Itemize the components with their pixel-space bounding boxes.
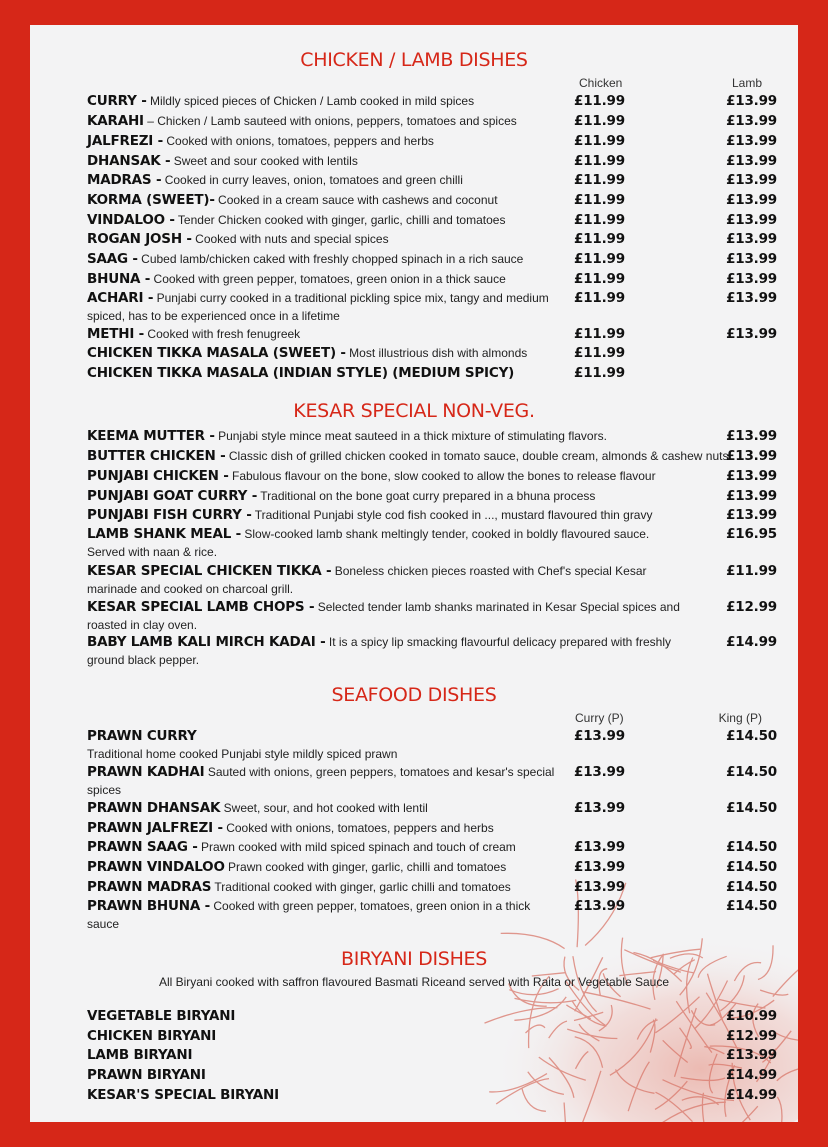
- item-name: PRAWN DHANSAK: [87, 800, 221, 816]
- price-col2: £14.50: [726, 898, 777, 914]
- item-name: VEGETABLE BIRYANI: [87, 1008, 236, 1024]
- menu-item-text: [87, 447, 729, 465]
- item-description: Cooked with green pepper, tomatoes, green onion in a thick sauce: [150, 272, 506, 286]
- price-col1: £11.99: [574, 271, 625, 287]
- item-name: PRAWN MADRAS: [87, 879, 212, 895]
- item-name: PUNJABI FISH CURRY -: [87, 507, 252, 523]
- item-name: PRAWN BHUNA -: [87, 898, 211, 914]
- menu-item-text: [87, 289, 557, 325]
- price-col1: £11.99: [574, 172, 625, 188]
- menu-item-text: [87, 1046, 704, 1064]
- item-description: Cubed lamb/chicken caked with freshly chopped spinach in a rich sauce: [137, 252, 524, 266]
- price-col2: £13.99: [726, 251, 777, 267]
- menu-item-row: [87, 858, 777, 876]
- item-description: Cooked with onions, tomatoes, peppers and herbs: [163, 134, 434, 148]
- menu-item-row: [87, 427, 777, 445]
- menu-item-row: [87, 112, 777, 130]
- price-col2: £14.50: [726, 728, 777, 744]
- menu-item-row: [87, 344, 777, 362]
- item-name: BUTTER CHICKEN -: [87, 448, 226, 464]
- price-col1: £13.99: [574, 800, 625, 816]
- item-description: Cooked in a cream sauce with cashews and coconut: [214, 193, 498, 207]
- menu-item-row: [87, 487, 777, 505]
- price-col1: £11.99: [574, 212, 625, 228]
- price-col1: £11.99: [574, 345, 625, 361]
- price: £13.99: [726, 1047, 777, 1064]
- price-col2: £13.99: [726, 326, 777, 342]
- item-description: Tender Chicken cooked with ginger, garlic, chilli and tomatoes: [174, 213, 506, 227]
- menu-item-row: [87, 506, 777, 524]
- price: £14.99: [726, 634, 777, 650]
- menu-item-text: [87, 897, 557, 933]
- item-description: Traditional cooked with ginger, garlic chilli and tomatoes: [211, 880, 511, 894]
- price-col2: £14.50: [726, 839, 777, 855]
- menu-item-row: [87, 799, 777, 817]
- price-col1: £11.99: [574, 153, 625, 169]
- price-col1: £13.99: [574, 859, 625, 875]
- item-description: Sauted with onions, green peppers, tomatoes and kesar's special spices: [87, 765, 555, 797]
- price: £13.99: [726, 488, 777, 504]
- price-col2: £14.50: [726, 800, 777, 816]
- item-description: It is a spicy lip smacking flavourful delicacy prepared with freshly ground black pepper.: [87, 635, 672, 667]
- menu-item-row: [87, 1086, 777, 1104]
- menu-item-row: [87, 211, 777, 229]
- menu-item-row: [87, 152, 777, 170]
- section-title-kesar-special: KESAR SPECIAL NON-VEG.: [293, 400, 535, 422]
- item-name: ROGAN JOSH -: [87, 231, 192, 247]
- item-name: BABY LAMB KALI MIRCH KADAI -: [87, 634, 326, 650]
- item-description: Punjabi style mince meat sauteed in a thick mixture of stimulating flavors.: [214, 429, 607, 443]
- item-name: MADRAS -: [87, 172, 162, 188]
- item-name: LAMB SHANK MEAL -: [87, 526, 242, 542]
- item-name: KESAR SPECIAL LAMB CHOPS -: [87, 599, 315, 615]
- item-name: BHUNA -: [87, 271, 151, 287]
- menu-item-row: [87, 289, 777, 325]
- price-col1: £11.99: [574, 290, 625, 306]
- item-name: VINDALOO -: [87, 212, 175, 228]
- menu-item-text: [87, 763, 557, 799]
- item-description: Punjabi curry cooked in a traditional pickling spice mix, tangy and medium spiced, has to be experienced once in a lifetime: [87, 291, 549, 323]
- menu-item-row: [87, 1007, 777, 1025]
- item-name: DHANSAK -: [87, 153, 171, 169]
- menu-page: [30, 25, 798, 1122]
- price-col1: £11.99: [574, 326, 625, 342]
- item-name: JALFREZI -: [87, 133, 164, 149]
- menu-item-row: [87, 171, 777, 189]
- item-name: KEEMA MUTTER -: [87, 428, 215, 444]
- item-description: Slow-cooked lamb shank meltingly tender, cooked in boldly flavoured sauce. Served with naan & rice.: [87, 527, 650, 559]
- menu-item-row: [87, 562, 777, 598]
- price-col2: £14.50: [726, 764, 777, 780]
- price: £16.95: [726, 526, 777, 542]
- item-name: KORMA (SWEET)-: [87, 192, 215, 208]
- item-name: CHICKEN BIRYANI: [87, 1027, 217, 1044]
- item-description: Selected tender lamb shanks marinated in Kesar Special spices and roasted in clay oven.: [87, 600, 680, 632]
- price-col2: £14.50: [726, 859, 777, 875]
- item-name: CURRY -: [87, 93, 147, 109]
- item-name: SAAG -: [87, 251, 138, 267]
- item-description: Cooked in curry leaves, onion, tomatoes and green chilli: [161, 173, 463, 187]
- menu-item-row: [87, 897, 777, 933]
- price-col1: £11.99: [574, 93, 625, 109]
- price-col1: £11.99: [574, 133, 625, 149]
- menu-item-row: [87, 132, 777, 150]
- menu-item-row: [87, 270, 777, 288]
- item-description: Sweet, sour, and hot cooked with lentil: [220, 801, 428, 815]
- menu-item-row: [87, 250, 777, 268]
- menu-item-text: [87, 819, 704, 837]
- price: £13.99: [726, 428, 777, 444]
- item-description: Classic dish of grilled chicken cooked in tomato sauce, double cream, almonds & cashew nuts: [225, 449, 729, 463]
- price: £14.99: [726, 1067, 777, 1084]
- price-col1: £13.99: [574, 898, 625, 914]
- menu-item-text: [87, 525, 687, 561]
- item-description: Mildly spiced pieces of Chicken / Lamb cooked in mild spices: [146, 94, 475, 108]
- menu-item-text: [87, 1027, 704, 1045]
- price-col2: £13.99: [726, 290, 777, 306]
- menu-item-row: [87, 191, 777, 209]
- price-col1: £13.99: [574, 764, 625, 780]
- price-col1: £11.99: [574, 365, 625, 381]
- item-description: Cooked with fresh fenugreek: [144, 327, 301, 341]
- item-name: PRAWN SAAG -: [87, 839, 198, 855]
- section-title-chicken-lamb: CHICKEN / LAMB DISHES: [300, 49, 528, 71]
- menu-item-row: [87, 447, 777, 465]
- item-description: Sweet and sour cooked with lentils: [170, 154, 358, 168]
- menu-item-row: [87, 1046, 777, 1064]
- item-name: KESAR'S SPECIAL BIRYANI: [87, 1086, 279, 1103]
- menu-item-row: [87, 230, 777, 248]
- item-description: Cooked with green pepper, tomatoes, green onion in a thick sauce: [87, 899, 531, 931]
- menu-item-text: [87, 633, 687, 669]
- item-name: PUNJABI CHICKEN -: [87, 468, 229, 484]
- column-header-curry: Curry (P): [575, 711, 624, 725]
- item-description: Fabulous flavour on the bone, slow cooked to allow the bones to release flavour: [228, 469, 656, 483]
- price: £13.99: [726, 448, 777, 464]
- menu-item-row: [87, 633, 777, 669]
- item-name: PRAWN VINDALOO: [87, 859, 225, 875]
- price: £13.99: [726, 468, 777, 484]
- item-name: KESAR SPECIAL CHICKEN TIKKA -: [87, 563, 332, 579]
- menu-item-row: [87, 467, 777, 485]
- price-col1: £13.99: [574, 728, 625, 744]
- price-col1: £11.99: [574, 251, 625, 267]
- column-header-lamb: Lamb: [731, 76, 762, 90]
- menu-item-row: [87, 1066, 777, 1084]
- price-col2: £14.50: [726, 879, 777, 895]
- menu-item-text: [87, 598, 687, 634]
- menu-item-text: [87, 467, 704, 485]
- price-col2: £13.99: [726, 192, 777, 208]
- price: £12.99: [726, 1027, 777, 1044]
- price: £10.99: [726, 1008, 777, 1024]
- item-name: PRAWN BIRYANI: [87, 1067, 206, 1084]
- price: £13.99: [726, 507, 777, 523]
- item-name: LAMB BIRYANI: [87, 1047, 193, 1064]
- menu-item-text: [87, 562, 687, 598]
- price-col2: £13.99: [726, 93, 777, 109]
- menu-item-row: [87, 92, 777, 110]
- item-description: Prawn cooked with ginger, garlic, chilli and tomatoes: [224, 860, 507, 874]
- biryani-note: All Biryani cooked with saffron flavoured Basmati Riceand served with Raita or Vegetable Sauce: [158, 975, 670, 989]
- menu-item-row: [87, 763, 777, 799]
- menu-item-row: [87, 878, 777, 896]
- item-description: Cooked with nuts and special spices: [191, 232, 389, 246]
- price-col2: £13.99: [726, 133, 777, 149]
- price-col2: £13.99: [726, 231, 777, 247]
- item-name: CHICKEN TIKKA MASALA (SWEET) -: [87, 345, 346, 361]
- section-title-biryani: BIRYANI DISHES: [340, 948, 488, 970]
- column-header-chicken: Chicken: [579, 76, 623, 90]
- item-description: – Chicken / Lamb sauteed with onions, peppers, tomatoes and spices: [143, 114, 517, 128]
- menu-item-text: [87, 506, 704, 524]
- item-name: PRAWN CURRY: [87, 728, 197, 744]
- item-description: Boneless chicken pieces roasted with Chef's special Kesar marinade and cooked on charcoal grill.: [87, 564, 647, 596]
- menu-item-row: [87, 838, 777, 856]
- menu-item-text: [87, 427, 704, 445]
- menu-item-row: [87, 598, 777, 634]
- item-description: Traditional Punjabi style cod fish cooked in ..., mustard flavoured thin gravy: [251, 508, 653, 522]
- menu-item-row: [87, 525, 777, 561]
- menu-item-row: [87, 1027, 777, 1045]
- item-description: Traditional on the bone goat curry prepared in a bhuna process: [257, 489, 596, 503]
- item-description: Most illustrious dish with almonds: [345, 346, 528, 360]
- price-col2: £13.99: [726, 271, 777, 287]
- price-col2: £13.99: [726, 153, 777, 169]
- item-description: Cooked with onions, tomatoes, peppers and herbs: [222, 821, 494, 835]
- menu-item-text: [87, 487, 704, 505]
- item-description: Prawn cooked with mild spiced spinach and touch of cream: [197, 840, 516, 854]
- item-name: ACHARI -: [87, 290, 154, 306]
- price-col2: £13.99: [726, 113, 777, 129]
- price: £14.99: [726, 1086, 777, 1103]
- menu-item-row: [87, 819, 777, 837]
- item-name: METHI -: [87, 326, 145, 342]
- item-name: PUNJABI GOAT CURRY -: [87, 488, 258, 504]
- price-col1: £11.99: [574, 192, 625, 208]
- menu-item-row: [87, 364, 777, 382]
- menu-item-row: [87, 325, 777, 343]
- price-col1: £13.99: [574, 839, 625, 855]
- price-col1: £13.99: [574, 879, 625, 895]
- menu-item-row: [87, 727, 777, 763]
- item-name: PRAWN KADHAI: [87, 764, 205, 780]
- item-name: PRAWN JALFREZI -: [87, 820, 223, 836]
- item-description: Traditional home cooked Punjabi style mildly spiced prawn: [87, 747, 398, 761]
- menu-item-text: [87, 1086, 704, 1104]
- price-col2: £13.99: [726, 212, 777, 228]
- menu-item-text: [87, 1066, 704, 1084]
- menu-item-text: [87, 1007, 704, 1025]
- item-name: CHICKEN TIKKA MASALA (INDIAN STYLE) (MEDIUM SPICY): [87, 365, 515, 381]
- price: £12.99: [726, 599, 777, 615]
- section-title-seafood: SEAFOOD DISHES: [331, 684, 497, 706]
- price-col2: £13.99: [726, 172, 777, 188]
- price-col1: £11.99: [574, 231, 625, 247]
- item-name: KARAHI: [87, 113, 144, 129]
- price: £11.99: [726, 563, 777, 579]
- price-col1: £11.99: [574, 113, 625, 129]
- column-header-king: King (P): [718, 711, 762, 725]
